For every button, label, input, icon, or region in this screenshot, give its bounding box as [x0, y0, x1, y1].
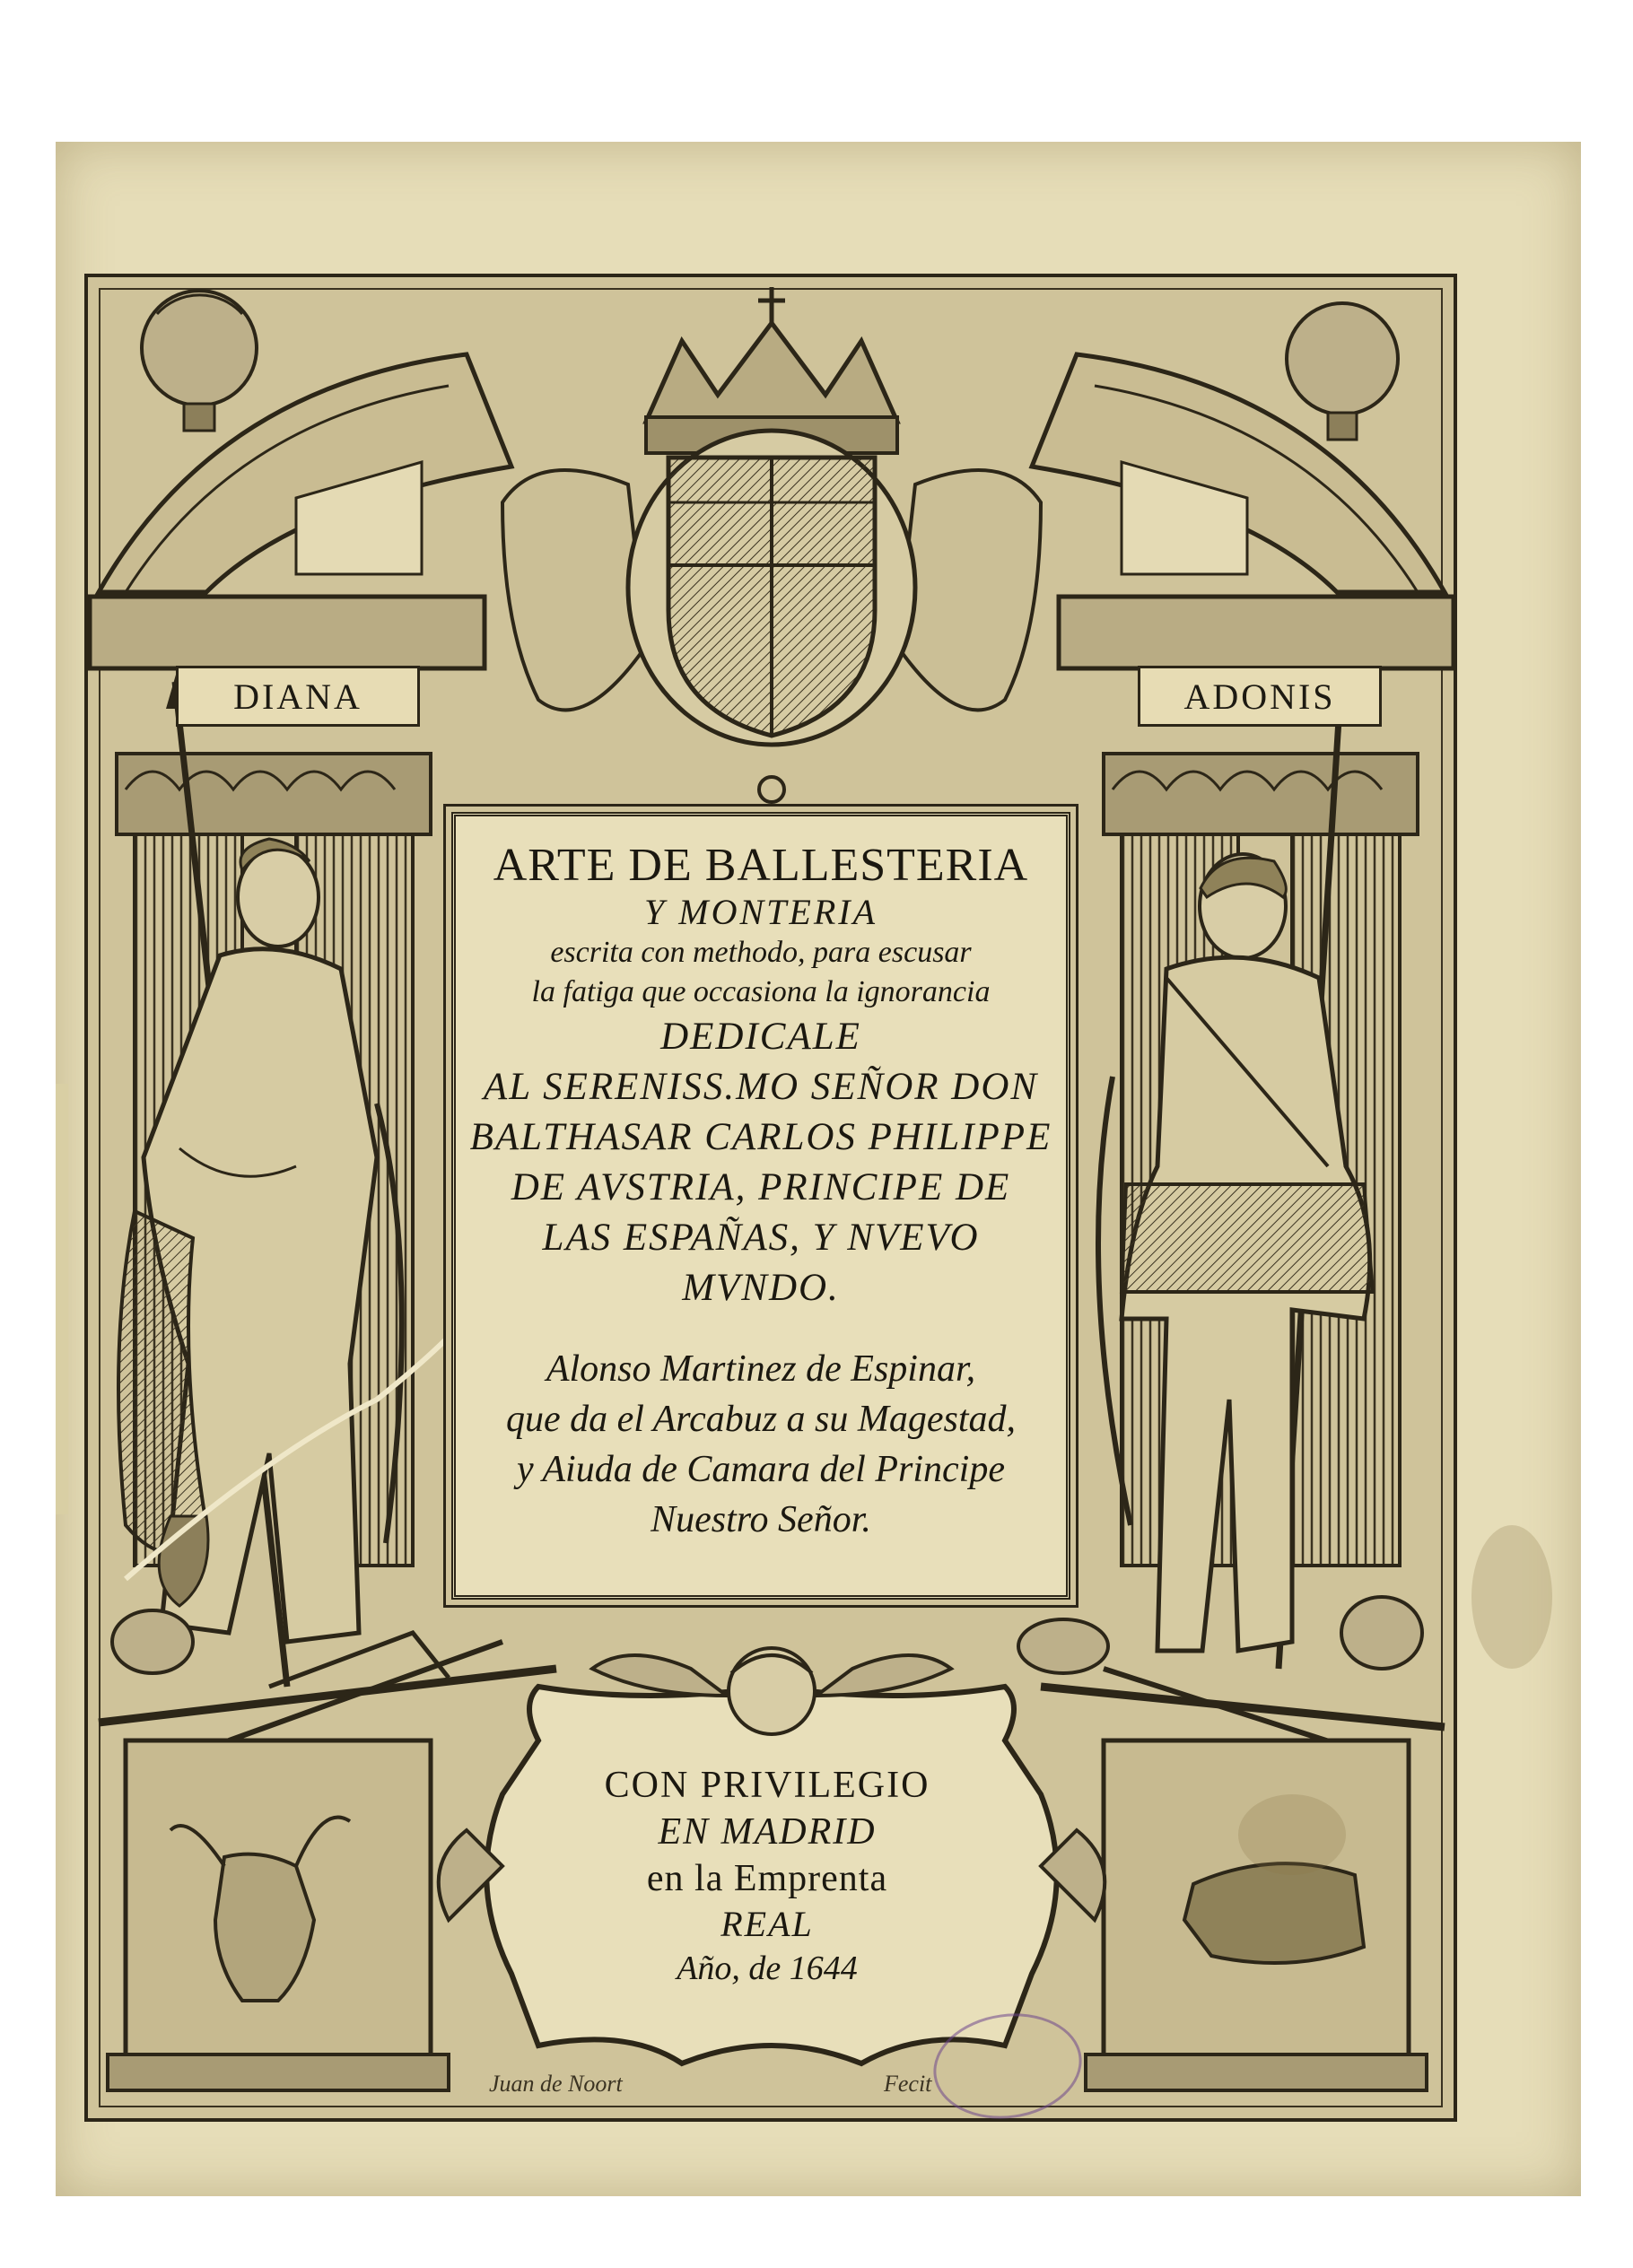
- engraver-fecit: Fecit: [884, 2071, 932, 2097]
- dedication-line: LAS ESPAÑAS, Y NVEVO: [542, 1217, 980, 1259]
- dedication-line: DEDICALE: [660, 1016, 861, 1058]
- adonis-label: ADONIS: [1138, 666, 1382, 727]
- imprint-line: EN MADRID: [658, 1811, 877, 1853]
- author-line: Alonso Martinez de Espinar,: [546, 1348, 976, 1390]
- dedication-line: DE AVSTRIA, PRINCIPE DE: [511, 1166, 1011, 1208]
- imprint-date: Año, de 1644: [677, 1950, 858, 1987]
- title-line: Y MONTERIA: [644, 892, 878, 932]
- subtitle-line: escrita con methodo, para escusar: [550, 936, 972, 969]
- dedication-line: AL SERENISS.MO SEÑOR DON: [483, 1066, 1039, 1108]
- right-trophy: [1018, 1597, 1445, 1758]
- title-line: ARTE DE BALLESTERIA: [493, 840, 1029, 891]
- right-pedestal: [1086, 1740, 1427, 2090]
- imprint-text: [516, 1723, 1018, 2010]
- royal-crown: [646, 287, 897, 453]
- title-panel: [451, 812, 1070, 1600]
- author-line: Nuestro Señor.: [651, 1499, 871, 1540]
- author-line: que da el Arcabuz a su Magestad,: [505, 1399, 1017, 1440]
- diana-label: DIANA: [176, 666, 420, 727]
- paper-stain: [1238, 1794, 1346, 1875]
- right-sphere: [1287, 303, 1398, 440]
- paper-stain: [1471, 1525, 1552, 1669]
- imprint-line: CON PRIVILEGIO: [604, 1765, 930, 1806]
- author-line: y Aiuda de Camara del Principe: [517, 1449, 1005, 1490]
- coat-of-arms: [502, 431, 1041, 802]
- dedication-line: BALTHASAR CARLOS PHILIPPE: [469, 1116, 1052, 1158]
- imprint-line: en la Emprenta: [646, 1858, 888, 1899]
- engraver-signature: Juan de Noort: [489, 2071, 623, 2097]
- imprint-line: REAL: [720, 1904, 814, 1944]
- dedication-line: MVNDO.: [682, 1267, 840, 1309]
- subtitle-line: la fatiga que occasiona la ignorancia: [531, 975, 991, 1008]
- left-pedestal: [108, 1740, 449, 2090]
- left-sphere: [142, 291, 257, 431]
